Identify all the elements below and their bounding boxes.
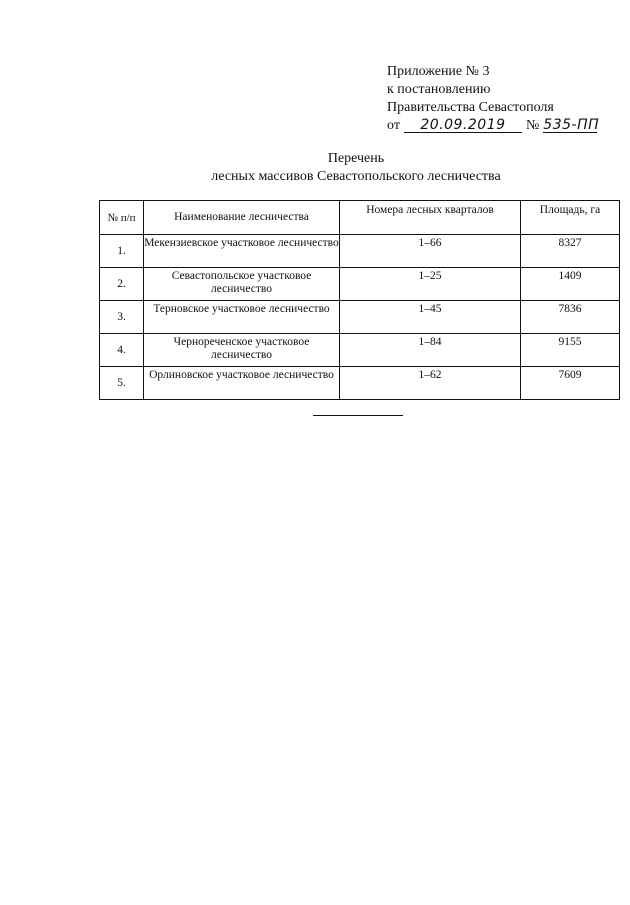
- row-area: 7609: [521, 367, 620, 400]
- appendix-government: Правительства Севастополя: [387, 100, 554, 115]
- title-line-1: Перечень: [327, 151, 385, 166]
- date-value: 20.09.2019: [404, 118, 522, 133]
- title-line-2: лесных массивов Севастопольского лесничества: [211, 169, 501, 184]
- end-divider: [313, 415, 403, 416]
- forestry-table: [99, 200, 620, 400]
- header-name: Наименование лесничества: [144, 201, 340, 235]
- number-value: 535-ПП: [543, 117, 600, 133]
- document-title: [0, 150, 630, 186]
- appendix-header: [387, 63, 600, 135]
- table-header-row: [100, 201, 620, 235]
- row-quarters: 1–84: [340, 334, 521, 367]
- row-area: 7836: [521, 301, 620, 334]
- row-name: Мекензиевское участковое лесничество: [144, 235, 340, 268]
- number-prefix: №: [525, 118, 540, 133]
- appendix-number: Приложение № 3: [387, 64, 490, 79]
- table-row: [100, 235, 620, 268]
- table-row: [100, 301, 620, 334]
- header-area: Площадь, га: [521, 201, 620, 235]
- row-quarters: 1–45: [340, 301, 521, 334]
- appendix-date-line: [387, 117, 600, 135]
- row-name: Орлиновское участковое лесничество: [144, 367, 340, 400]
- row-number: 5.: [100, 367, 144, 400]
- row-quarters: 1–66: [340, 235, 521, 268]
- row-area: 1409: [521, 268, 620, 301]
- row-area: 8327: [521, 235, 620, 268]
- row-area: 9155: [521, 334, 620, 367]
- row-number: 3.: [100, 301, 144, 334]
- header-quarters: Номера лесных кварталов: [340, 201, 521, 235]
- appendix-resolution-ref: к постановлению: [387, 82, 491, 97]
- row-number: 4.: [100, 334, 144, 367]
- row-number: 1.: [100, 235, 144, 268]
- row-name: Терновское участковое лесничество: [144, 301, 340, 334]
- row-quarters: 1–25: [340, 268, 521, 301]
- table-row: [100, 334, 620, 367]
- date-prefix: от: [387, 118, 400, 133]
- table-row: [100, 268, 620, 301]
- row-number: 2.: [100, 268, 144, 301]
- header-number: № п/п: [100, 201, 144, 235]
- row-name: Севастопольское участковое лесничество: [144, 268, 340, 301]
- row-quarters: 1–62: [340, 367, 521, 400]
- table-row: [100, 367, 620, 400]
- row-name: Чернореченское участковое лесничество: [144, 334, 340, 367]
